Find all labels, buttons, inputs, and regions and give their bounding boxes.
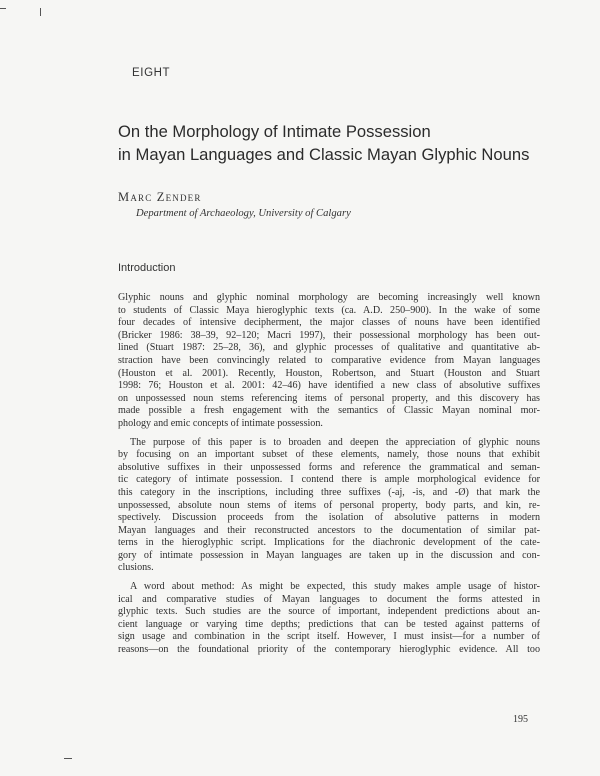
page-number: 195 bbox=[513, 714, 528, 725]
text-line: gory of intimate possession in Mayan languages are taken up in the discussion and con- bbox=[118, 549, 540, 561]
text-line: lined (Stuart 1987: 25–28, 36), and glyphic processes of qualitative and quantitative ab- bbox=[118, 342, 540, 354]
text-line: this category in the inscriptions, including three suffixes (-aj, -is, and -Ø) that mark the bbox=[118, 486, 540, 498]
text-line: on unpossessed noun stems referencing items of personal property, and this discovery has bbox=[118, 392, 540, 404]
text-line: tic category of intimate possession. I contend there is ample morphological evidence for bbox=[118, 474, 540, 486]
text-line: A word about method: As might be expected, this study makes ample usage of histor- bbox=[130, 581, 540, 593]
paragraph-2 bbox=[118, 437, 540, 576]
text-line: 1998: 76; Houston et al. 2001: 42–46) have identified a new class of absolutive suffixes bbox=[118, 380, 540, 392]
text-line: unpossessed, absolute noun stems of items of personal property, body parts, and kin, re- bbox=[118, 499, 540, 511]
text-line: (Houston et al. 2001). Recently, Houston, Robertson, and Stuart (Houston and Stuart bbox=[118, 367, 540, 379]
text-line: terns in the hieroglyphic script. Implications for the diachronic development of the cate- bbox=[118, 537, 540, 549]
text-line: glyphic texts. Such studies are the source of important, independent predictions about an- bbox=[118, 606, 540, 618]
text-line: Glyphic nouns and glyphic nominal morphology are becoming increasingly well known bbox=[118, 292, 540, 303]
body-text bbox=[118, 292, 540, 663]
text-line: Mayan languages and their reconstructed ancestors to the documentation of similar pat- bbox=[118, 524, 540, 536]
text-line: made possible a fresh engagement with the semantics of Classic Mayan nominal mor- bbox=[118, 405, 540, 417]
text-line: clusions. bbox=[118, 562, 154, 574]
text-line: cient language or varying time depths; predictions that can be tested against patterns of bbox=[118, 618, 540, 630]
title-line-1: On the Morphology of Intimate Possession bbox=[118, 122, 431, 141]
text-line: (Bricker 1986: 38–39, 92–120; Macri 1997), their possessional morphology has been out- bbox=[118, 329, 540, 341]
text-line: straction have been convincingly related to comparative evidence from Mayan languages bbox=[118, 354, 540, 366]
paragraph-1 bbox=[118, 292, 540, 431]
author-affiliation: Department of Archaeology, University of Calgary bbox=[136, 208, 351, 219]
crop-mark-top-left bbox=[0, 8, 6, 9]
text-line: to students of Classic Maya hieroglyphic texts (ca. A.D. 250–900). In the wake of some bbox=[118, 304, 540, 316]
text-line: ical and comparative studies of Mayan languages to document the forms attested in bbox=[118, 593, 540, 605]
text-line: reasons—on the foundational priority of the contemporary hieroglyphic evidence. All too bbox=[118, 644, 540, 656]
text-line: spectively. Discussion proceeds from the isolation of absolutive patterns in modern bbox=[118, 512, 540, 524]
title-line-2: in Mayan Languages and Classic Mayan Glyphic Nouns bbox=[118, 145, 530, 164]
text-line: phology and emic concepts of intimate possession. bbox=[118, 417, 323, 429]
chapter-label: EIGHT bbox=[132, 67, 171, 79]
text-line: four decades of intensive decipherment, the major classes of nouns have been identified bbox=[118, 317, 540, 329]
author-name: Marc Zender bbox=[118, 190, 202, 204]
text-line: The purpose of this paper is to broaden and deepen the appreciation of glyphic nouns bbox=[130, 436, 540, 448]
crop-mark-top-center bbox=[40, 8, 41, 16]
text-line: absolutive suffixes in their unpossessed forms and reference the grammatical and seman- bbox=[118, 461, 540, 473]
text-line: sign usage and combination in the script itself. However, I must insist—for a number of bbox=[118, 631, 540, 643]
paper-title bbox=[118, 120, 558, 166]
paragraph-3 bbox=[118, 581, 540, 657]
text-line: by focusing on an important subset of these elements, namely, those nouns that exhibit bbox=[118, 449, 540, 461]
crop-mark-bottom-left bbox=[64, 758, 72, 759]
section-heading: Introduction bbox=[118, 262, 176, 274]
